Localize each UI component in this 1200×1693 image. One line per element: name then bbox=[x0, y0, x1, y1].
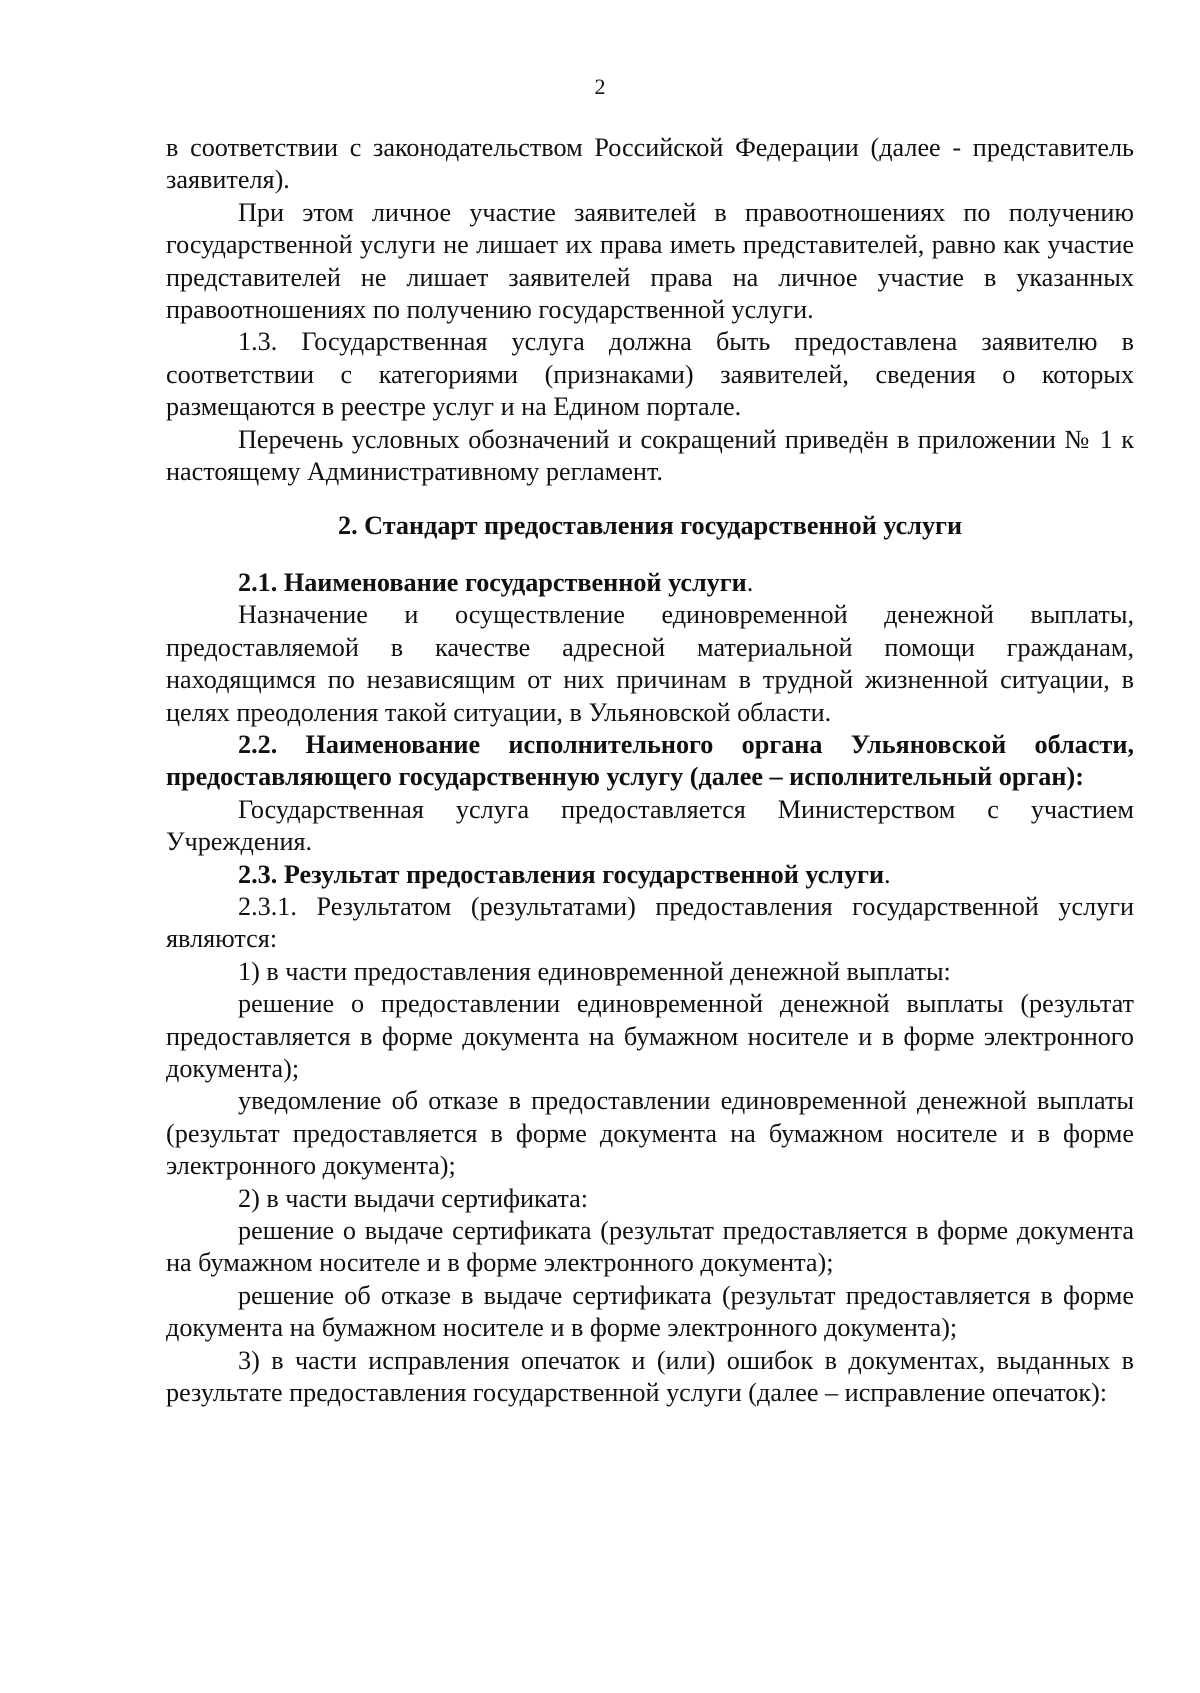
paragraph-decision-payment: решение о предоставлении единовременной денежной выплаты (результат предоставляется в форме документа на бумажном носителе и в форме электронного документа); bbox=[166, 989, 1134, 1083]
section-heading-2: 2. Стандарт предоставления государственной услуги bbox=[337, 511, 963, 541]
page-number: 2 bbox=[594, 74, 606, 99]
list-item-1: 1) в части предоставления единовременной денежной выплаты: bbox=[238, 956, 951, 986]
paragraph-refusal-certificate: решение об отказе в выдаче сертификата (результат предоставляется в форме документа на бумажном носителе и в форме электронного документа); bbox=[166, 1280, 1134, 1343]
subheading-2-3 bbox=[166, 859, 1134, 891]
document-body bbox=[166, 132, 1134, 1409]
subheading-2-3-text: 2.3. Результат предоставления государственной услуги bbox=[238, 859, 885, 889]
paragraph-decision-certificate: решение о выдаче сертификата (результат предоставляется в форме документа на бумажном носителе и в форме электронного документа); bbox=[166, 1216, 1134, 1278]
paragraph-abbreviations: Перечень условных обозначений и сокращений приведён в приложении № 1 к настоящему Административному регламент. bbox=[166, 424, 1134, 487]
paragraph-1-3: 1.3. Государственная услуга должна быть предоставлена заявителю в соответствии с категориями (признаками) заявителей, сведения о которых размещаются в реестре услуг и на Едином портале. bbox=[166, 327, 1134, 422]
paragraph-service-name: Назначение и осуществление единовременной денежной выплаты, предоставляемой в качестве адресной материальной помощи гражданам, находящимся по независящим от них причинам в трудной жизненной ситуации, в целях преодоления такой ситуации, в Ульяновской области. bbox=[166, 600, 1134, 727]
subheading-2-1-text: 2.1. Наименование государственной услуги bbox=[238, 567, 747, 597]
subheading-2-1 bbox=[166, 567, 1134, 599]
paragraph-2-3-1: 2.3.1. Результатом (результатами) предоставления государственной услуги являются: bbox=[166, 891, 1134, 954]
subheading-2-1-period: . bbox=[746, 567, 754, 597]
paragraph-personal-participation: При этом личное участие заявителей в правоотношениях по получению государственной услуги не лишает их права иметь представителей, равно как участие представителей не лишает заявителей права на личное участие в указанных правоотношениях по получению государственной услуги. bbox=[166, 197, 1134, 325]
paragraph-representative: в соответствии с законодательством Российской Федерации (далее - представитель заявителя). bbox=[166, 133, 1134, 195]
list-item-3: 3) в части исправления опечаток и (или) ошибок в документах, выданных в результате предоставления государственной услуги (далее – исправление опечаток): bbox=[166, 1345, 1134, 1408]
list-item-2: 2) в части выдачи сертификата: bbox=[238, 1183, 588, 1213]
paragraph-refusal-payment: уведомление об отказе в предоставлении единовременной денежной выплаты (результат предоставляется в форме документа на бумажном носителе и в форме электронного документа); bbox=[166, 1086, 1134, 1181]
paragraph-ministry: Государственная услуга предоставляется Министерством с участием Учреждения. bbox=[166, 794, 1134, 857]
subheading-2-3-period: . bbox=[884, 859, 891, 889]
subheading-2-2: 2.2. Наименование исполнительного органа Ульяновской области, предоставляющего государственную услугу (далее – исполнительный орган): bbox=[166, 729, 1134, 792]
